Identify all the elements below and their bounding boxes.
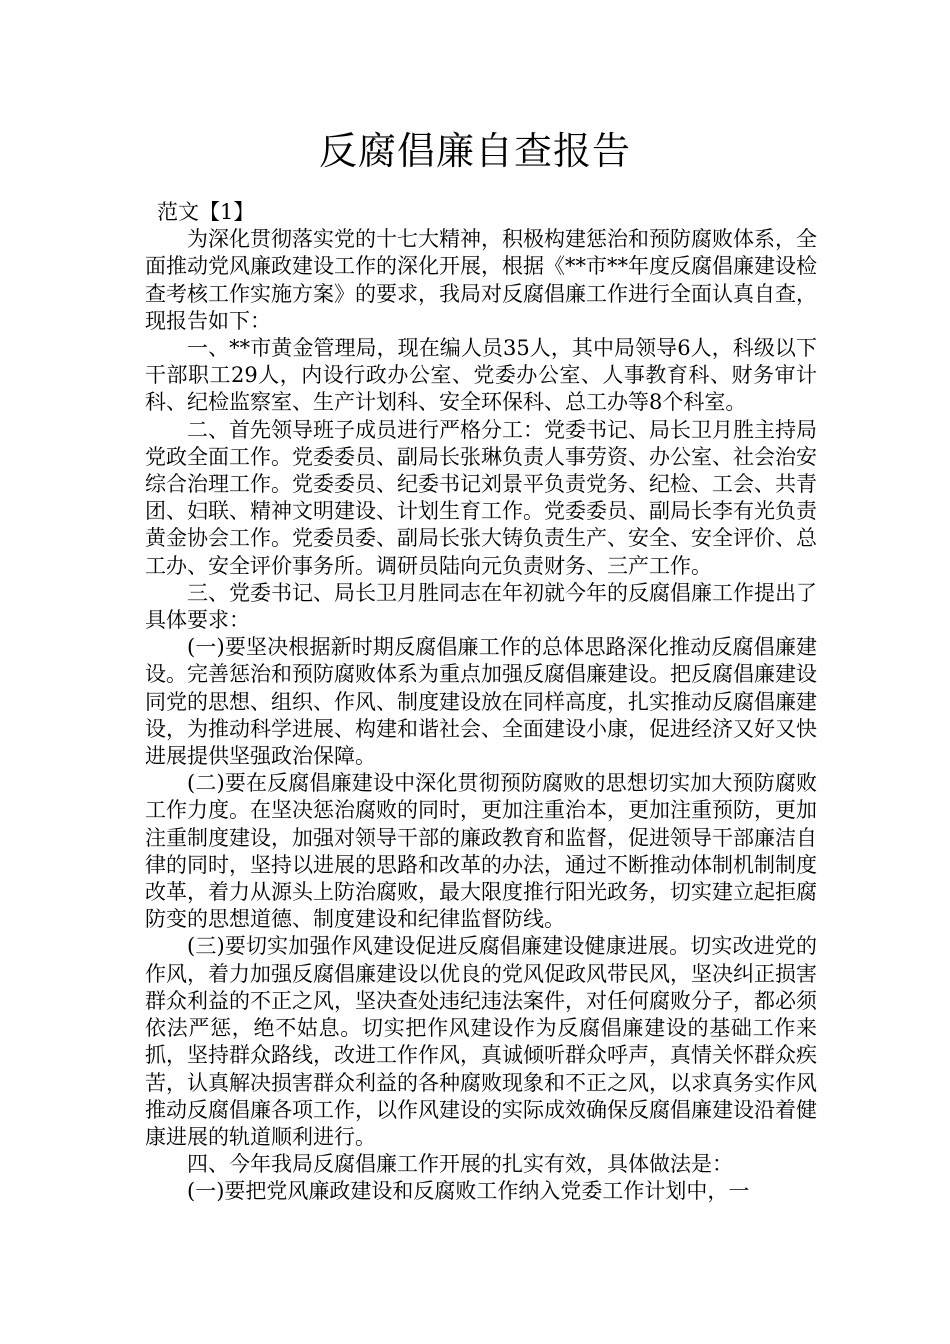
sample-label: 范文【1】 [157, 200, 255, 224]
paragraph-measure-1: (一)要把党风廉政建设和反腐败工作纳入党委工作计划中，一 [187, 1179, 750, 1204]
paragraph-requirement-2: (二)要在反腐倡廉建设中深化贯彻预防腐败的思想切实加大预防腐败工作力度。在坚决惩治腐败的同时，更加注重治本，更加注重预防，更加注重制度建设，加强对领导干部的廉政教育和监督，促进领导干部廉洁自律的同时，坚持以进展的思路和改革的办法，通过不断推动体制机制制度改革，着力从源头上防治腐败，最大限度推行阳光政务，切实建立起拒腐防变的思想道德、制度建设和纪律监督防线。 [145, 771, 817, 932]
paragraph-intro: 为深化贯彻落实党的十七大精神，积极构建惩治和预防腐败体系，全面推动党风廉政建设工作的深化开展，根据《**市**年度反腐倡廉建设检查考核工作实施方案》的要求，我局对反腐倡廉工作进行全面认真自查，现报告如下： [145, 227, 817, 333]
paragraph-section-1: 一、**市黄金管理局，现在编人员35人，其中局领导6人，科级以下干部职工29人，内设行政办公室、党委办公室、人事教育科、财务审计科、纪检监察室、生产计划科、安全环保科、总工办等8个科室。 [145, 336, 817, 415]
document-title: 反腐倡廉自查报告 [318, 129, 631, 173]
paragraph-requirement-3: (三)要切实加强作风建设促进反腐倡廉建设健康进展。切实改进党的作风，着力加强反腐倡廉建设以优良的党风促政风带民风，坚决纠正损害群众利益的不正之风，坚决查处违纪违法案件，对任何腐败分子，都必须依法严惩，绝不姑息。切实把作风建设作为反腐倡廉建设的基础工作来抓，坚持群众路线，改进工作作风，真诚倾听群众呼声，真情关怀群众疾苦，认真解决损害群众利益的各种腐败现象和不正之风，以求真务实作风推动反腐倡廉各项工作，以作风建设的实际成效确保反腐倡廉建设沿着健康进展的轨道顺利进行。 [145, 934, 817, 1149]
paragraph-section-4: 四、今年我局反腐倡廉工作开展的扎实有效，具体做法是： [187, 1152, 733, 1177]
paragraph-requirement-1: (一)要坚决根据新时期反腐倡廉工作的总体思路深化推动反腐倡廉建设。完善惩治和预防腐败体系为重点加强反腐倡廉建设。把反腐倡廉建设同党的思想、组织、作风、制度建设放在同样高度，扎实推动反腐倡廉建设，为推动科学进展、构建和谐社会、全面建设小康，促进经济又好又快进展提供坚强政治保障。 [145, 635, 817, 769]
document-body [145, 199, 817, 1206]
paragraph-section-3: 三、党委书记、局长卫月胜同志在年初就今年的反腐倡廉工作提出了具体要求： [145, 580, 817, 633]
paragraph-section-2: 二、首先领导班子成员进行严格分工：党委书记、局长卫月胜主持局党政全面工作。党委委员、副局长张琳负责人事劳资、办公室、社会治安综合治理工作。党委委员、纪委书记刘景平负责党务、纪检、工会、共青团、妇联、精神文明建设、计划生育工作。党委委员、副局长李有光负责黄金协会工作。党委员委、副局长张大铸负责生产、安全、安全评价、总工办、安全评价事务所。调研员陆向元负责财务、三产工作。 [145, 417, 817, 578]
